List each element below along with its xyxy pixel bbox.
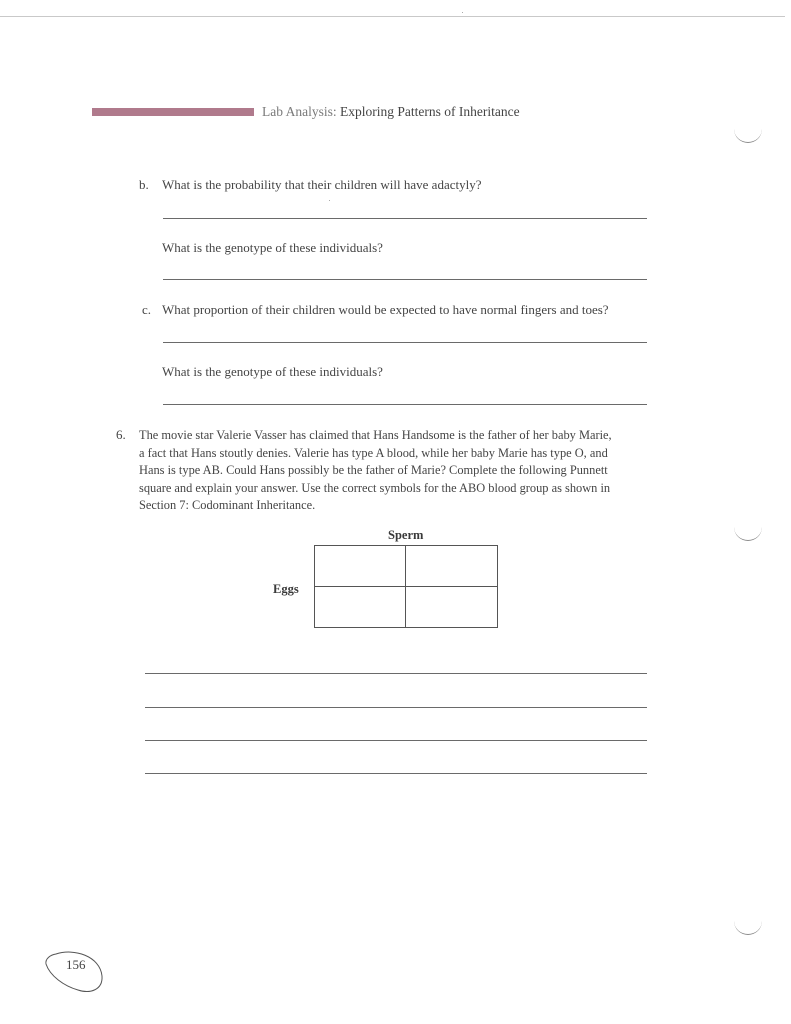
question-6-line: square and explain your answer. Use the correct symbols for the ABO blood group as shown in [139,480,611,495]
running-header [262,104,520,120]
header-title-text: Exploring Patterns of Inheritance [340,104,520,119]
scan-speck [329,200,330,201]
question-b-probability: What is the probability that their children will have adactyly? [162,177,482,192]
explanation-line-1[interactable] [145,673,647,674]
punnett-square [314,545,498,628]
question-c-proportion: What proportion of their children would be expected to have normal fingers and toes? [162,302,609,317]
question-c-genotype: What is the genotype of these individuals? [162,364,383,379]
answer-line-c2[interactable] [163,404,647,405]
punnett-cell[interactable] [406,546,497,587]
question-6-line: The movie star Valerie Vasser has claimed that Hans Handsome is the father of her baby Marie, [139,428,612,442]
question-b-genotype: What is the genotype of these individuals? [162,240,383,255]
answer-line-b1[interactable] [163,218,647,219]
explanation-line-3[interactable] [145,740,647,741]
page-number: 156 [66,957,86,972]
answer-line-b2[interactable] [163,279,647,280]
punnett-cell[interactable] [406,587,497,628]
punnett-eggs-label: Eggs [273,582,299,596]
binder-hole-mark [734,128,762,143]
scan-speck [462,12,463,13]
question-b-letter: b. [139,177,149,192]
question-c-letter: c. [142,302,152,317]
binder-hole-mark [734,920,762,935]
punnett-cell[interactable] [315,546,406,587]
header-prefix: Lab Analysis: [262,104,337,119]
question-6-text [139,427,651,515]
question-6-line: a fact that Hans stoutly denies. Valerie has type A blood, while her baby Marie has type O, and [139,445,608,460]
header-accent-bar [92,108,254,116]
punnett-cell[interactable] [315,587,406,628]
question-6-line: Section 7: Codominant Inheritance. [139,498,316,512]
explanation-line-4[interactable] [145,773,647,774]
answer-line-c1[interactable] [163,342,647,343]
punnett-sperm-label: Sperm [388,528,424,542]
question-6-line: Hans is type AB. Could Hans possibly be the father of Marie? Complete the following Punnett [139,463,608,477]
explanation-line-2[interactable] [145,707,647,708]
page-top-edge [0,16,785,17]
question-6-number: 6. [116,427,126,442]
binder-hole-mark [734,526,762,541]
